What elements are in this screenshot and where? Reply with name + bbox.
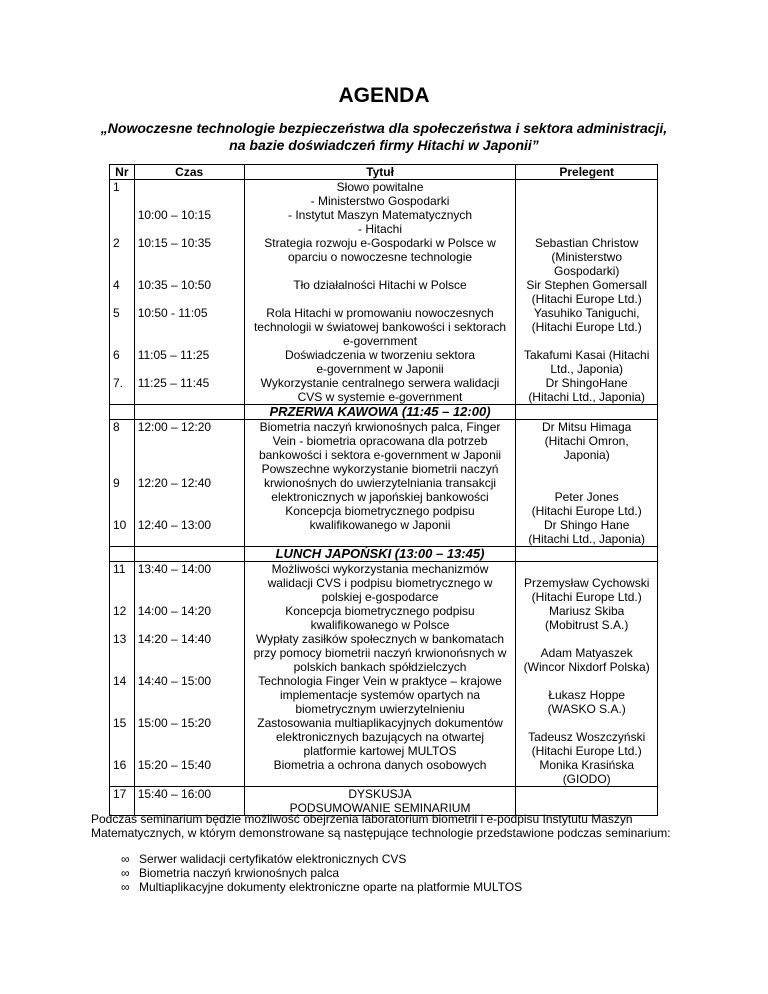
cell-line (113, 702, 131, 716)
header-prelegent: Prelegent (516, 165, 658, 180)
cell-line: (Hitachi Ltd., Japonia) (528, 532, 646, 546)
technology-item (121, 852, 681, 866)
cell-line: Gospodarki) (554, 264, 620, 278)
cell-line: 8 (113, 420, 120, 434)
cell-line (138, 362, 241, 376)
page-title: AGENDA (338, 84, 430, 107)
block-3-nr (110, 562, 135, 787)
cell-line (519, 562, 654, 576)
cell-line (138, 646, 241, 660)
cell-line: 15 (113, 716, 127, 730)
cell-line: kwalifikowanego w Polsce (310, 618, 450, 632)
block-1-prelegent (516, 180, 658, 405)
cell-line (138, 462, 241, 476)
cell-line: Adam Matyaszek (540, 646, 633, 660)
cell-line: walidacji CVS i podpisu biometrycznego w (267, 576, 493, 590)
cell-line (138, 180, 241, 194)
cell-line (138, 448, 241, 462)
cell-line: (Wincor Nixdorf Polska) (523, 660, 650, 674)
cell-line: 10 (113, 518, 127, 532)
cell-line: Zastosowania multiaplikacyjnych dokumentów (257, 716, 503, 730)
cell-line (138, 504, 241, 518)
cell-line: Monika Krasińska (539, 758, 635, 772)
cell-line: - Instytut Maszyn Matematycznych (287, 208, 473, 222)
agenda-table (109, 164, 658, 816)
technology-item (121, 880, 681, 894)
agenda-block-2 (110, 420, 658, 547)
cell-line: (Hitachi Europe Ltd.) (531, 320, 642, 334)
coffee-break-label: PRZERWA KAWOWA (11:45 – 12:00) (244, 405, 516, 420)
cell-line (138, 590, 241, 604)
cell-line: (GIODO) (562, 772, 611, 786)
cell-line: 1 (113, 180, 120, 194)
cell-line: Możliwości wykorzystania mechanizmów (271, 562, 489, 576)
cell-line: biometrycznym uwierzytelnieniu (295, 702, 465, 716)
cell-line (138, 292, 241, 306)
lunch-break-label: LUNCH JAPOŃSKI (13:00 – 13:45) (244, 547, 516, 562)
cell-line: CVS w systemie e-government (297, 390, 463, 404)
cell-line: Mariusz Skiba (549, 604, 625, 618)
cell-line: 14:20 – 14:40 (137, 632, 212, 646)
cell-line (113, 490, 131, 504)
break-1-spacer-c (516, 405, 658, 420)
break-2-spacer-c (516, 547, 658, 562)
cell-line: Koncepcja biometrycznego podpisu (285, 504, 475, 518)
cell-line (138, 264, 241, 278)
notes-intro: Podczas seminarium będzie możliwość obejrzenia laboratorium biometrii i e-podpisu Instytutu Maszyn Matematycznych, w którym demonstrowane są następujące technologie przedstawione podczas seminarium: (91, 812, 671, 840)
cell-line (519, 334, 654, 348)
cell-line: 16 (113, 758, 127, 772)
cell-line: Koncepcja biometrycznego podpisu (285, 604, 475, 618)
infinity-bullet-icon: ∞ (121, 866, 130, 880)
cell-line (138, 320, 241, 334)
cell-line (519, 716, 654, 730)
cell-line: (Hitachi Europe Ltd.) (531, 292, 642, 306)
cell-line (113, 264, 131, 278)
cell-line: elektronicznych bazujących na otwartej (275, 730, 485, 744)
cell-line: 5 (113, 306, 120, 320)
cell-line (113, 660, 131, 674)
cell-line (519, 180, 654, 194)
break-1-spacer-b (134, 405, 244, 420)
cell-line: Technologia Finger Vein w praktyce – krajowe (258, 674, 502, 688)
cell-line: technologii w światowej bankowości i sektorach (253, 320, 507, 334)
cell-line (138, 730, 241, 744)
cell-line: implementacje systemów opartych na (279, 688, 481, 702)
cell-line (113, 194, 131, 208)
cell-line: elektronicznych w japońskiej bankowości (271, 490, 489, 504)
cell-line: (Hitachi Ltd., Japonia) (528, 390, 646, 404)
cell-line: Takafumi Kasai (Hitachi (523, 348, 650, 362)
cell-line (138, 618, 241, 632)
cell-line: 9 (113, 476, 120, 490)
block-1-czas (134, 180, 244, 405)
break-1-spacer-a (110, 405, 135, 420)
cell-line (113, 448, 131, 462)
cell-line (519, 674, 654, 688)
agenda-block-3 (110, 562, 658, 787)
cell-line: 12:20 – 12:40 (137, 476, 212, 490)
cell-line: Sebastian Christow (534, 236, 639, 250)
header-tytul: Tytuł (244, 165, 516, 180)
cell-line: kwalifikowanego w Japonii (309, 518, 451, 532)
cell-line (138, 744, 241, 758)
cell-line: 12 (113, 604, 127, 618)
cell-line (138, 222, 241, 236)
cell-line: Dr Mitsu Himaga (542, 420, 632, 434)
cell-line (248, 264, 513, 278)
technology-item (121, 866, 681, 880)
cell-line: polskich bankach spółdzielczych (293, 660, 467, 674)
cell-line: Biometria naczyń krwionośnych palca, Finger (259, 420, 501, 434)
cell-line (113, 208, 131, 222)
header-czas: Czas (134, 165, 244, 180)
cell-line: 11 (113, 562, 126, 576)
cell-line (113, 362, 131, 376)
cell-line: Dr ShingoHane (545, 376, 628, 390)
cell-line: krwionośnych do uwierzytelniania transakcji (263, 476, 497, 490)
cell-line: (Ministerstwo (551, 250, 623, 264)
cell-line: 2 (113, 236, 120, 250)
cell-line: e-government w Japonii (316, 362, 444, 376)
cell-line: 10:50 - 11:05 (137, 306, 208, 320)
cell-line (113, 250, 131, 264)
cell-line: 4 (113, 278, 120, 292)
cell-line: Tło działalności Hitachi w Polsce (293, 278, 467, 292)
block-2-prelegent (516, 420, 658, 547)
cell-line: 10:00 – 10:15 (137, 208, 212, 222)
cell-line (113, 434, 131, 448)
infinity-bullet-icon: ∞ (121, 880, 130, 894)
cell-line: Słowo powitalne (336, 180, 424, 194)
cell-line (248, 292, 513, 306)
cell-line (519, 787, 654, 801)
cell-line: Łukasz Hoppe (548, 688, 626, 702)
block-2-nr (110, 420, 135, 547)
cell-line: 11:05 – 11:25 (137, 348, 210, 362)
cell-line: (WASKO S.A.) (547, 702, 626, 716)
cell-line: 12:00 – 12:20 (137, 420, 212, 434)
cell-line: 12:40 – 13:00 (137, 518, 212, 532)
cell-line: 10:35 – 10:50 (137, 278, 212, 292)
cell-line (519, 208, 654, 222)
cell-line: PODSUMOWANIE SEMINARIUM (289, 801, 471, 815)
cell-line: Przemysław Cychowski (524, 576, 650, 590)
cell-line: 6 (113, 348, 120, 362)
page-subtitle: „Nowoczesne technologie bezpieczeństwa dla społeczeństwa i sektora administracji, na bazie doświadczeń firmy Hitachi w Japonii” (100, 120, 668, 153)
cell-line: platformie kartowej MULTOS (303, 744, 457, 758)
block-3-tytul (244, 562, 516, 787)
block-1-nr (110, 180, 135, 405)
cell-line: 13:40 – 14:00 (137, 562, 212, 576)
infinity-bullet-icon: ∞ (121, 852, 130, 866)
cell-line (113, 462, 131, 476)
agenda-block-1 (110, 180, 658, 405)
cell-line (519, 194, 654, 208)
technology-list (91, 852, 681, 894)
cell-line: 11:25 – 11:45 (137, 376, 210, 390)
cell-line: Powszechne wykorzystanie biometrii naczyń (261, 462, 499, 476)
cell-line (113, 730, 131, 744)
cell-line (113, 590, 131, 604)
cell-line: bankowości i sektora e-government w Japonii (258, 448, 502, 462)
cell-line (138, 490, 241, 504)
cell-line: (Hitachi Omron, (544, 434, 629, 448)
cell-line (519, 632, 654, 646)
cell-line (113, 292, 131, 306)
cell-line: Yasuhiko Taniguchi, (533, 306, 640, 320)
cell-line (113, 320, 131, 334)
cell-line: Ltd., Japonia) (550, 362, 624, 376)
lunch-break-row (110, 547, 658, 562)
cell-line (138, 250, 241, 264)
technology-item-text: Serwer walidacji certyfikatów elektronicznych CVS (139, 852, 407, 866)
cell-line: (Hitachi Europe Ltd.) (531, 590, 642, 604)
cell-line (113, 504, 131, 518)
table-header-row (110, 165, 658, 180)
cell-line: (Hitachi Europe Ltd.) (531, 744, 642, 758)
cell-line: - Hitachi (358, 222, 403, 236)
cell-line: 17 (113, 787, 127, 801)
cell-line: Vein - biometria opracowana dla potrzeb (272, 434, 488, 448)
cell-line (138, 334, 241, 348)
cell-line (113, 334, 131, 348)
cell-line: Sir Stephen Gomersall (526, 278, 648, 292)
cell-line (113, 222, 131, 236)
technology-item-text: Biometria naczyń krwionośnych palca (139, 866, 340, 880)
cell-line: oparciu o nowoczesne technologie (287, 250, 473, 264)
cell-line: Rola Hitachi w promowaniu nowoczesnych (266, 306, 494, 320)
header-nr: Nr (110, 165, 135, 180)
cell-line: - Ministerstwo Gospodarki (310, 194, 450, 208)
cell-line (113, 688, 131, 702)
block-3-czas (134, 562, 244, 787)
block-2-tytul (244, 420, 516, 547)
cell-line: 13 (113, 632, 127, 646)
cell-line (138, 434, 241, 448)
cell-line (113, 744, 131, 758)
block-2-czas (134, 420, 244, 547)
cell-line (519, 462, 654, 476)
cell-line (113, 646, 131, 660)
cell-line: przy pomocy biometrii naczyń krwionońsnych w (253, 646, 507, 660)
cell-line: Wykorzystanie centralnego serwera walidacji (260, 376, 500, 390)
block-3-prelegent (516, 562, 658, 787)
cell-line (138, 576, 241, 590)
cell-line (519, 476, 654, 490)
cell-line: (Mobitrust S.A.) (545, 618, 629, 632)
cell-line (519, 222, 654, 236)
cell-line: 15:40 – 16:00 (137, 787, 212, 801)
cell-line (113, 618, 131, 632)
cell-line (138, 688, 241, 702)
cell-line: 14 (113, 674, 127, 688)
cell-line: Peter Jones (554, 490, 619, 504)
coffee-break-row (110, 405, 658, 420)
break-2-spacer-b (134, 547, 244, 562)
cell-line: 10:15 – 10:35 (137, 236, 212, 250)
cell-line: 7. (113, 376, 124, 390)
cell-line: 15:00 – 15:20 (137, 716, 212, 730)
cell-line: Doświadczenia w tworzeniu sektora (284, 348, 476, 362)
technology-item-text: Multiaplikacyjne dokumenty elektroniczne oparte na platformie MULTOS (139, 880, 523, 894)
cell-line: e-government (342, 334, 418, 348)
cell-line: polskiej e-gospodarce (321, 590, 439, 604)
cell-line (138, 660, 241, 674)
break-2-spacer-a (110, 547, 135, 562)
cell-line: Japonia) (563, 448, 610, 462)
cell-line: Strategia rozwoju e-Gospodarki w Polsce w (264, 236, 496, 250)
cell-line: DYSKUSJA (348, 787, 412, 801)
cell-line: Biometria a ochrona danych osobowych (273, 758, 487, 772)
cell-line: 15:20 – 15:40 (137, 758, 212, 772)
cell-line (113, 576, 131, 590)
cell-line: (Hitachi Europe Ltd.) (531, 504, 642, 518)
cell-line: 14:00 – 14:20 (137, 604, 212, 618)
cell-line (138, 702, 241, 716)
cell-line: Dr Shingo Hane (543, 518, 630, 532)
block-1-tytul (244, 180, 516, 405)
cell-line (138, 194, 241, 208)
cell-line: Wypłaty zasiłków społecznych w bankomatach (256, 632, 505, 646)
cell-line: 14:40 – 15:00 (137, 674, 212, 688)
cell-line: Tadeusz Woszczyński (528, 730, 646, 744)
notes-section (91, 812, 681, 894)
